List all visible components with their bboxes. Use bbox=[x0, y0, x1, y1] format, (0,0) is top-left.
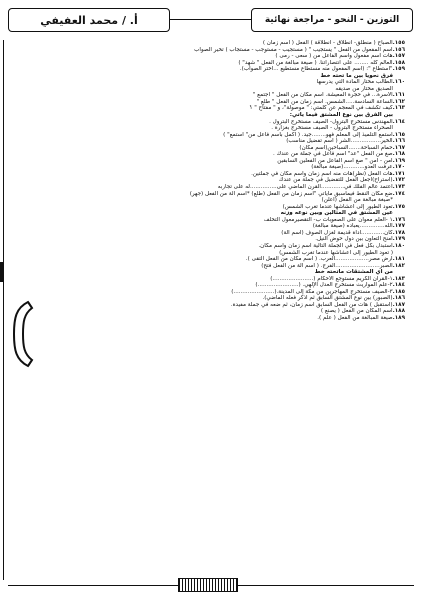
question-number: ١٨٧. bbox=[392, 301, 405, 308]
question-number: ١٧٨. bbox=[392, 229, 405, 236]
question-list bbox=[50, 40, 405, 322]
question-number: ١٨٨. bbox=[392, 308, 405, 315]
question-number: ١٦٤. bbox=[392, 118, 405, 125]
question-text: أرض مصر...................العرب. ( اسم مكان من الفعل التقى ). bbox=[245, 256, 393, 263]
question-text: ٢-علم المواريث مستخرج العدل الإلهي. (.......................) bbox=[255, 282, 393, 289]
question-number: ١٥٩. bbox=[392, 66, 405, 73]
question-number: ١٧٢. bbox=[392, 177, 405, 184]
question-text: (الصبور) بين نوع المشتق السابق ثم اذكر فعله الماضي). bbox=[262, 295, 393, 302]
question-text: الصبر.........................الفرج. ( اسم آلة من الفعل فتح) bbox=[261, 262, 393, 269]
left-margin-rule bbox=[3, 40, 4, 580]
question-text: حمام السباحة.......السباحين(اسم مكان) bbox=[299, 144, 393, 151]
question-text: آمن - أمن " صغ اسم الفاعل من الفعلين السابقين bbox=[277, 157, 393, 164]
question-line bbox=[50, 315, 405, 322]
question-text: كيف تكشف في المعجم عن كلمتي: " موصولة"، و " مفتاح " ؟ bbox=[249, 105, 393, 112]
question-text: استمع التلميذ إلى المعلم فهو........جيد. ( أكمل باسم فاعل من" استمع" ) bbox=[223, 131, 393, 138]
question-number: ١٥٥. bbox=[392, 40, 405, 46]
question-text: الخير.................الشر ( اسم تفضيل مناسب) bbox=[286, 138, 393, 145]
question-text: عرفت العدو............(صيغة مبالغة) bbox=[311, 164, 393, 171]
question-text: من أي المشتقات ماتحته خط bbox=[314, 269, 393, 276]
question-number: ١٨٢. bbox=[392, 262, 405, 269]
footer-logo-icon bbox=[178, 578, 238, 592]
question-text: عين المشتق في المثالين وبين نوعه وزنه bbox=[280, 210, 393, 217]
header-rule-left bbox=[168, 19, 253, 20]
question-number: ١٨٤. bbox=[392, 282, 405, 289]
footer-rule-left bbox=[8, 585, 178, 586]
question-text: صيغة المبالغة من الفعل ( علم ). bbox=[317, 314, 393, 321]
question-text: ١-القرآن الكريم مستوجع الاحكام (.......................) bbox=[270, 275, 393, 282]
worksheet-title: التوزين - النحو - مراجعة نهائية bbox=[251, 8, 413, 32]
question-number: ١٦٥. bbox=[392, 131, 405, 138]
question-text: الصديق مختار من صديقه bbox=[335, 85, 393, 92]
question-text: الساعة السادسة.....الشمس. اسم زمان من الفعل " طلع " bbox=[256, 98, 393, 105]
question-number: ١٦٠. bbox=[392, 79, 405, 86]
question-text: اسم المكان من الفعل ( يصنع ) bbox=[320, 308, 393, 315]
question-text: الصحراء مستخرج البترول - الصيف مستخرج بغزارة . bbox=[271, 125, 393, 132]
question-text: اعتمد عالم الفلك في.............القرن الماضي على...............له على تجاربه bbox=[217, 184, 393, 191]
question-text: ( تعود الطيور إلى أعشاشها عندما تغرب الشمس) bbox=[279, 249, 393, 256]
question-text: ضع مكان النقط فيماسبق مايأتي "اسم زمان من الفعل (طلع) *اسم آلة من الفعل (جهر) bbox=[189, 190, 393, 197]
question-number: ١٦١. bbox=[392, 92, 405, 99]
question-number: ١٧٥. bbox=[392, 203, 405, 210]
question-text: ١ -العلم معوان على الصعوبات ب- التقصيرمعول التخلف bbox=[263, 216, 393, 223]
question-text: "استطاع ": (اسم المفعول منه مستطاع مستطيع ...اختر الصواب). bbox=[239, 66, 393, 73]
question-number: ١٨٥. bbox=[392, 288, 405, 295]
question-number: ١٧٤. bbox=[392, 190, 405, 197]
question-number: ١٧٠. bbox=[392, 164, 405, 171]
question-text: صغ من الفعل "عد" اسم فاعل في جملة من عندك . bbox=[273, 151, 393, 158]
question-number: ١٥٨. bbox=[392, 59, 405, 66]
question-text: امنح التعاون بين دول حوض النيل. bbox=[315, 236, 393, 243]
teacher-name: أ. / محمد العفيفي bbox=[8, 8, 170, 32]
question-number: ١٧٩. bbox=[392, 236, 405, 243]
question-number: ١٦٣. bbox=[392, 105, 405, 112]
question-number: ١٦٧. bbox=[392, 144, 405, 151]
question-text: (استراح)اجعل الفعل للتفضيل في جملة من عندك bbox=[278, 177, 393, 184]
question-number: ١٥٧. bbox=[392, 53, 405, 60]
question-text: الطالب مختار المادة التي يدرسها bbox=[316, 79, 393, 86]
question-text: (استقبل ) هات من الفعل السابق اسم زمان، ثم ضعه في جملة مفيدة. bbox=[230, 301, 393, 308]
question-number: ١٦٢. bbox=[392, 98, 405, 105]
question-number: ١٦٨. bbox=[392, 151, 405, 158]
question-text: ٣-الصيف مستخرج المهاجرين من مكة إلى المدينة.(.......................) bbox=[231, 288, 393, 295]
question-text: العالم كله ........ على انتصاراتنا. ( صيغة مبالغة من الفعل " شهد" ) bbox=[238, 59, 393, 66]
question-number: ١٧١. bbox=[392, 170, 405, 177]
question-text: *صيغة مبالغة من الفعل (أعلن) bbox=[321, 197, 393, 204]
question-text: بين الفرق بين نوع المشتق فيما يأتي: bbox=[289, 112, 393, 119]
question-number: ١٦٦. bbox=[392, 138, 405, 145]
question-text: تعود الطيور إلى أعشاشها عندما تغرب الشمس) bbox=[282, 203, 393, 210]
question-text: الله..............يعباده (صيغة مبالغة) bbox=[312, 223, 393, 230]
question-number: ١٥٦. bbox=[392, 46, 405, 53]
question-number: ١٧٧. bbox=[392, 223, 405, 230]
question-text: هات الفعل (نظر)هات منه اسم زمان واسم مكان في جملتين. bbox=[251, 170, 393, 177]
question-number: ١٨١. bbox=[392, 256, 405, 263]
question-text: الأسرة... في حجرة المعيشة. اسم مكان من الفعل " اجتمع " bbox=[252, 92, 393, 99]
question-text: اسم المفعول من الفعل " يستجيب " ( مستجيب - مستوجب - مستجاب ) تخير الصواب bbox=[194, 46, 393, 53]
footer-rule-right bbox=[236, 585, 414, 586]
question-text: المهندس مستخرج البترول- الصيف مستخرج البترول . bbox=[269, 118, 393, 125]
question-text: هات اسم مفعول واسم الفاعل من ( سعى - رمى ) bbox=[275, 53, 393, 60]
question-text: فرق نحوياً بين ما تحته خط bbox=[320, 72, 393, 79]
question-number: ١٨٦. bbox=[392, 295, 405, 302]
question-text: استبدل بكل فعل في الجملة التالية اسم زمان واسم مكان. bbox=[258, 242, 393, 249]
question-number: ١٨٠. bbox=[392, 242, 405, 249]
question-text: الصباح ( منطلق- انطلاق - انطلاقة ) الفعل ( اسم زمان ) bbox=[262, 40, 393, 46]
question-number: ١٧٣. bbox=[392, 184, 405, 191]
question-number: ١٦٩. bbox=[392, 157, 405, 164]
question-text: كان.............أداة قديمة لغزل الصوف (اسم آلة) bbox=[281, 229, 393, 236]
margin-marker bbox=[0, 262, 4, 282]
question-number: ١٨٩. bbox=[392, 314, 405, 321]
question-number: ١٨٣. bbox=[392, 275, 405, 282]
phone-handset-icon bbox=[10, 300, 34, 368]
question-number: ١٧٦. bbox=[392, 216, 405, 223]
